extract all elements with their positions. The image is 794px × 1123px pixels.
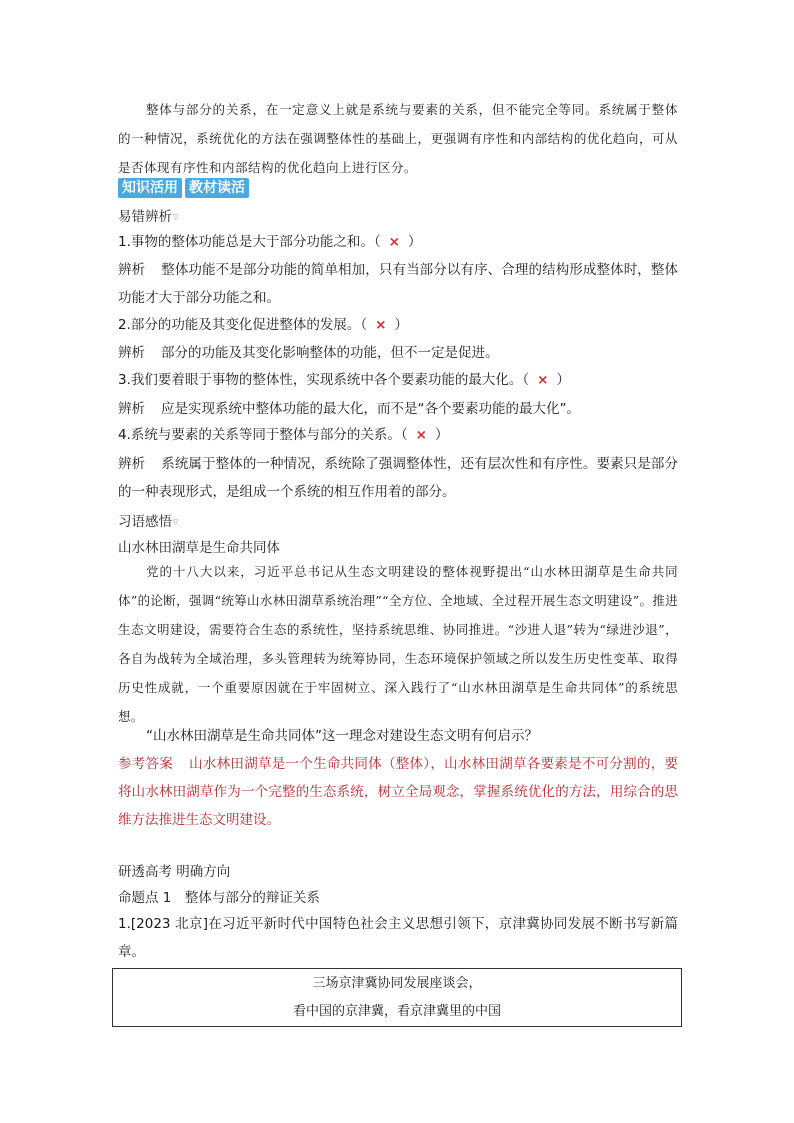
- error-item-2: 2.部分的功能及其变化促进整体的发展。（ × ）: [118, 317, 408, 333]
- intro-paragraph: 整体与部分的关系，在一定意义上就是系统与要素的关系，但不能完全等同。系统属于整体的一种情况，系统优化的方法在强调整体性的基础上，更强调有序性和内部结构的优化趋向，可从是否体现有序性和内部结构的优化趋向上进行区分。: [118, 102, 678, 175]
- badge-knowledge-apply: 知识活用: [118, 178, 182, 198]
- exam-point: 命题点 1 整体与部分的辩证关系: [118, 890, 320, 906]
- analysis-label: 辨析: [118, 345, 145, 361]
- cross-mark-icon: ×: [415, 427, 427, 443]
- answer-label: 参考答案: [118, 756, 174, 772]
- error-item-4: 4.系统与要素的关系等同于整体与部分的关系。（ × ）: [118, 427, 449, 443]
- idiom-quote: 党的十八大以来，习近平总书记从生态文明建设的整体视野提出“山水林田湖草是生命共同体”的论断，强调“统筹山水林田湖草系统治理”“全方位、全地域、全过程开展生态文明建设”。推进生态文明建设，需要符合生态的系统性，坚持系统思维、协同推进。“沙进人退”转为“绿进沙退”，各自为战转为全域治理，多头管理转为统筹协同，生态环境保护领域之所以发生历史性变革、取得历史性成就，一个重要原因就在于牢固树立、深入践行了“山水林田湖草是生命共同体”的系统思想。: [118, 564, 678, 724]
- error-item-1: 1.事物的整体功能总是大于部分功能之和。（ × ）: [118, 234, 422, 250]
- exam-section-title: 研透高考 明确方向: [118, 864, 231, 880]
- reference-answer: 参考答案 山水林田湖草是一个生命共同体（整体），山水林田湖草各要素是不可分割的，要将山水林田湖草作为一个完整的生态系统，树立全局观念，掌握系统优化的方法，用综合的思维方法推进生态文明建设。: [118, 756, 679, 828]
- analysis-label: 辨析: [118, 456, 146, 472]
- badge-textbook-read: 教材读活: [185, 178, 249, 198]
- triangle-down-icon: ▽: [173, 518, 179, 526]
- section-badges: [118, 178, 249, 198]
- idiom-section-title: 习语感悟▽: [118, 514, 179, 530]
- box-line-1: 三场京津冀协同发展座谈会，: [312, 976, 482, 991]
- cross-mark-icon: ×: [388, 234, 400, 250]
- error-item-3: 3.我们要着眼于事物的整体性，实现系统中各个要素功能的最大化。（ × ）: [118, 372, 570, 388]
- error-analysis-4: 辨析 系统属于整体的一种情况，系统除了强调整体性，还有层次性和有序性。要素只是部分的一种表现形式，是组成一个系统的相互作用着的部分。: [118, 456, 679, 500]
- material-box: [112, 968, 682, 1027]
- analysis-label: 辨析: [118, 262, 146, 278]
- box-line-2: 看中国的京津冀，看京津冀里的中国: [292, 1004, 501, 1019]
- cross-mark-icon: ×: [375, 317, 387, 333]
- idiom-subtitle: 山水林田湖草是生命共同体: [118, 540, 280, 556]
- exam-question-1: 1.[2023 北京]在习近平新时代中国特色社会主义思想引领下，京津冀协同发展不断书写新篇章。: [118, 916, 678, 960]
- error-analysis-1: 辨析 整体功能不是部分功能的简单相加，只有当部分以有序、合理的结构形成整体时，整体功能才大于部分功能之和。: [118, 262, 679, 306]
- analysis-label: 辨析: [118, 401, 145, 417]
- error-section-title: 易错辨析▽: [118, 209, 179, 225]
- triangle-down-icon: ▽: [173, 213, 179, 221]
- idiom-question: “山水林田湖草是生命共同体”这一理念对建设生态文明有何启示？: [146, 728, 538, 744]
- error-analysis-3: 辨析 应是实现系统中整体功能的最大化，而不是“各个要素功能的最大化”。: [118, 401, 580, 417]
- error-analysis-2: 辨析 部分的功能及其变化影响整体的功能，但不一定是促进。: [118, 345, 499, 361]
- cross-mark-icon: ×: [537, 372, 549, 388]
